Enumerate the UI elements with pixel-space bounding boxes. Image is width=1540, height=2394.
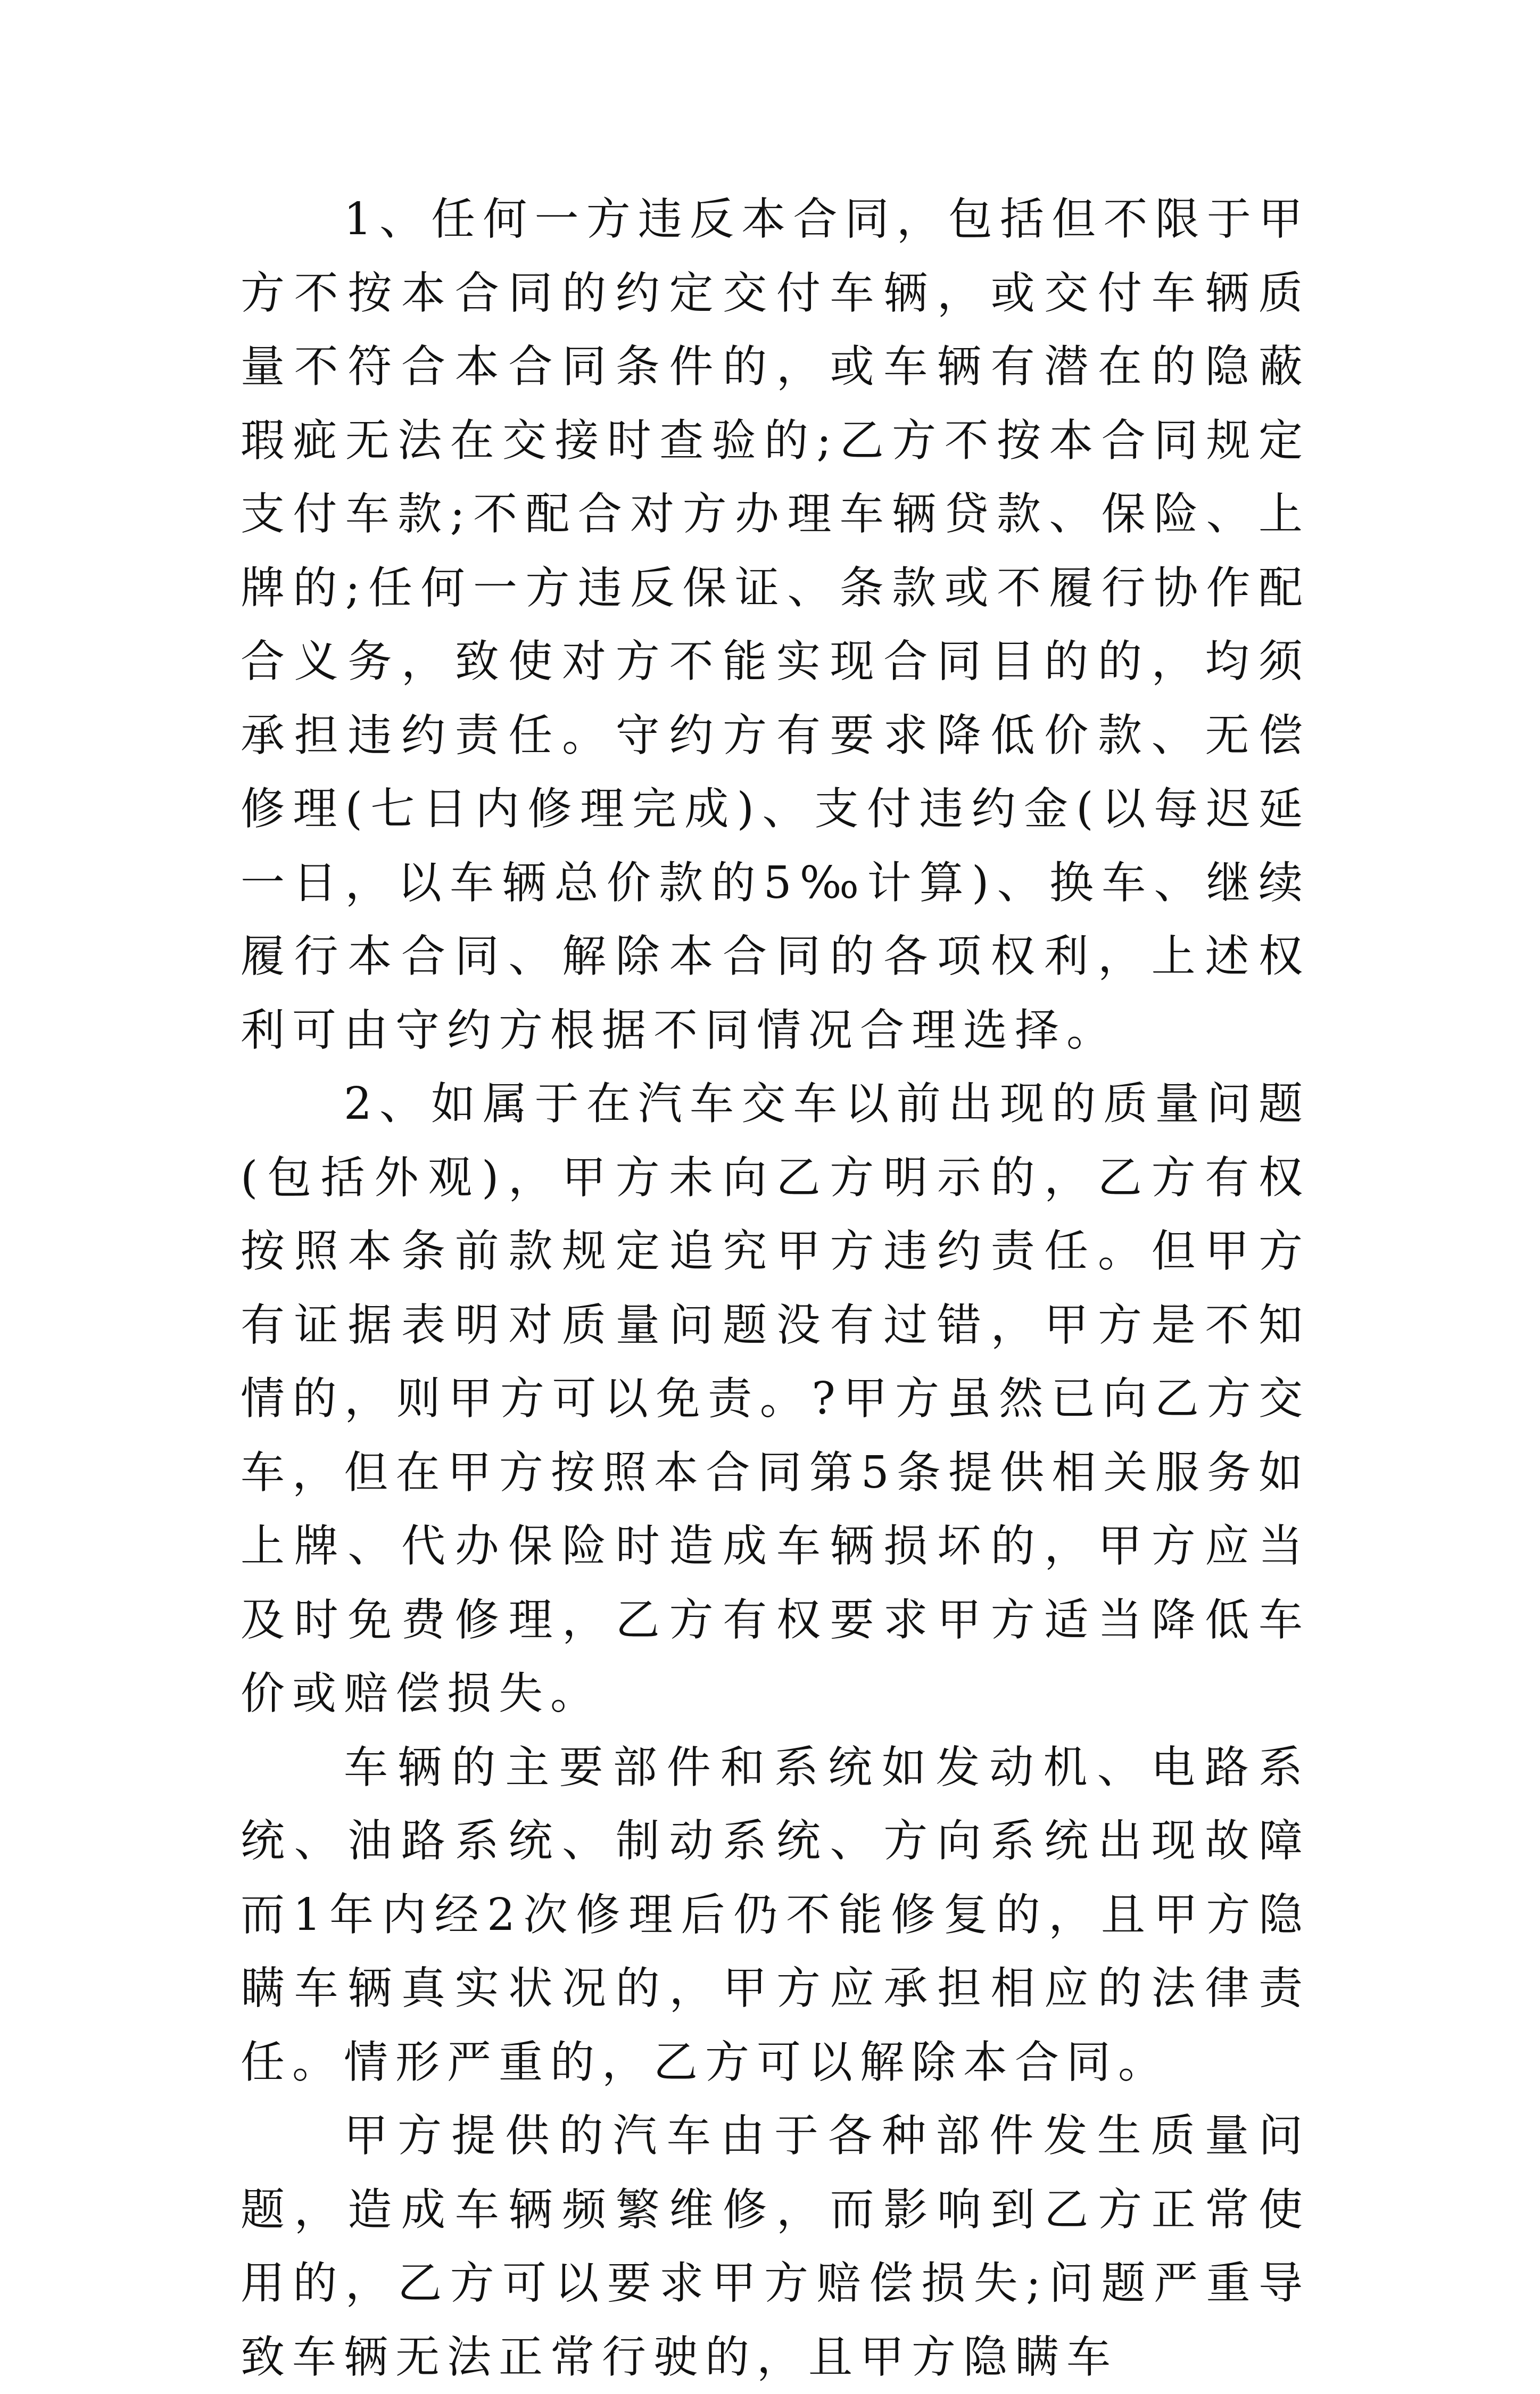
document-body (241, 183, 1310, 2394)
paragraph-breach-liability: 1、任何一方违反本合同，包括但不限于甲方不按本合同的约定交付车辆，或交付车辆质量不符合本合同条件的，或车辆有潜在的隐蔽瑕疵无法在交接时查验的;乙方不按本合同规定支付车款;不配合对方办理车辆贷款、保险、上牌的;任何一方违反保证、条款或不履行协作配合义务，致使对方不能实现合同目的的，均须承担违约责任。守约方有要求降低价款、无偿修理(七日内修理完成)、支付违约金(以每迟延一日，以车辆总价款的5‰计算)、换车、继续履行本合同、解除本合同的各项权利，上述权利可由守约方根据不同情况合理选择。 (241, 193, 1310, 1056)
paragraph-frequent-repair: 甲方提供的汽车由于各种部件发生质量问题，造成车辆频繁维修，而影响到乙方正常使用的，乙方可以要求甲方赔偿损失;问题严重导致车辆无法正常行驶的，且甲方隐瞒车 (241, 2110, 1310, 2383)
paragraph-pre-delivery-quality: 2、如属于在汽车交车以前出现的质量问题(包括外观)，甲方未向乙方明示的，乙方有权按照本条前款规定追究甲方违约责任。但甲方有证据表明对质量问题没有过错，甲方是不知情的，则甲方可以免责。?甲方虽然已向乙方交车，但在甲方按照本合同第5条提供相关服务如上牌、代办保险时造成车辆损坏的，甲方应当及时免费修理，乙方有权要求甲方适当降低车价或赔偿损失。 (241, 1078, 1310, 1719)
paragraph-major-component-failure: 车辆的主要部件和系统如发动机、电路系统、油路系统、制动系统、方向系统出现故障而1年内经2次修理后仍不能修复的，且甲方隐瞒车辆真实状况的，甲方应承担相应的法律责任。情形严重的，乙方可以解除本合同。 (241, 1741, 1310, 2088)
